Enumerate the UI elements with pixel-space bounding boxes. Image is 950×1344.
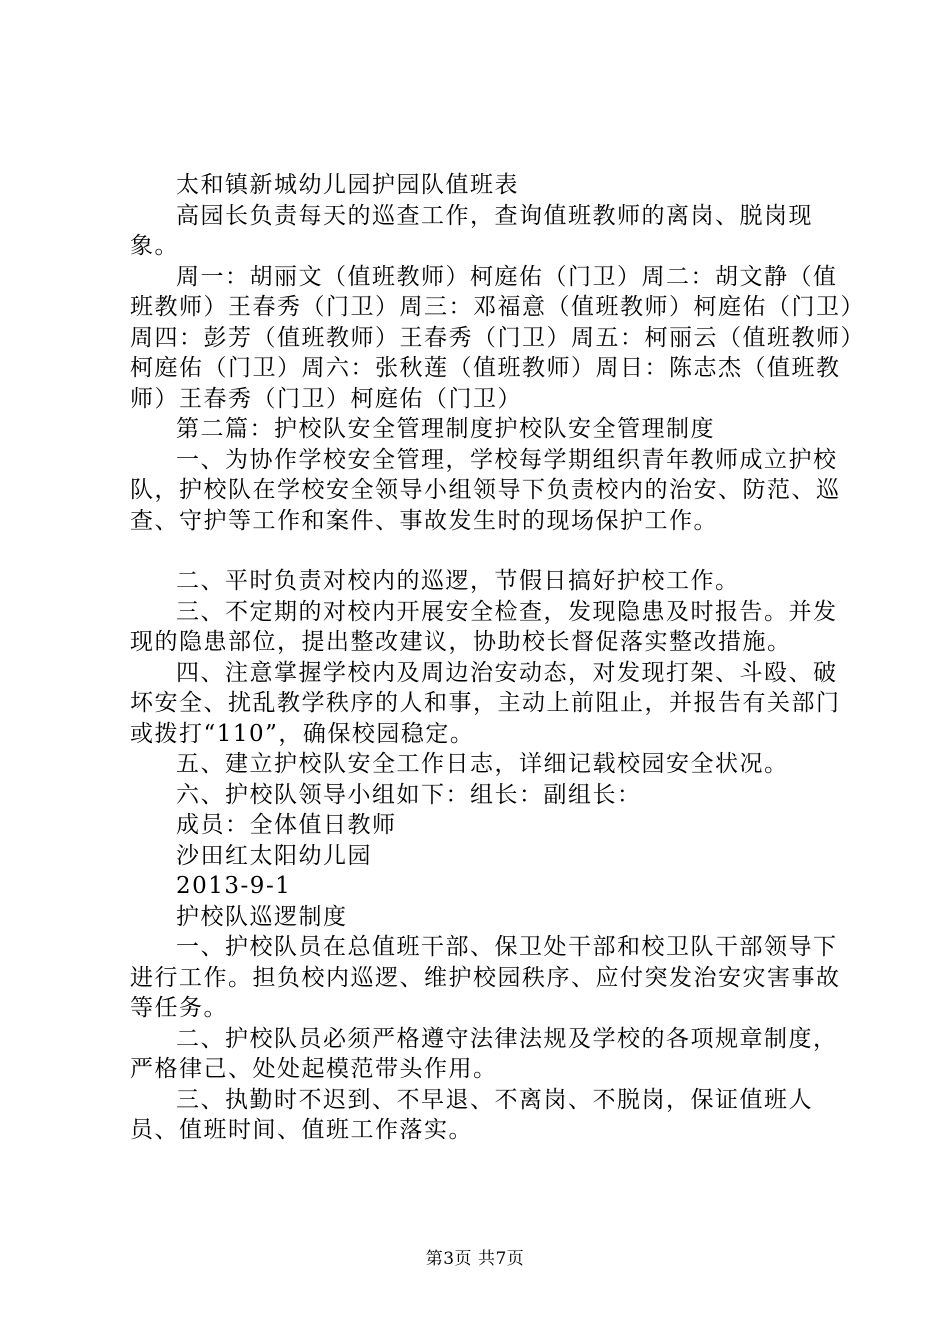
- paragraph-title: 太和镇新城幼儿园护园队值班表: [176, 172, 519, 198]
- paragraph-gap: [130, 536, 860, 566]
- paragraph: 六、护校队领导小组如下：组长：副组长：: [176, 781, 642, 808]
- paragraph: 一、护校队员在总值班干部、保卫处干部和校卫队干部领导下进行工作。担负校内巡逻、维护校园秩序、应付突发治安灾害事故等任务。: [130, 934, 841, 1021]
- page-footer: 第3页 共7页: [425, 1249, 525, 1269]
- paragraph: 三、不定期的对校内开展安全检查，发现隐患及时报告。并发现的隐患部位，提出整改建议，协助校长督促落实整改措施。: [130, 598, 838, 655]
- paragraph-section-heading: 护校队巡逻制度: [176, 903, 348, 930]
- paragraph: 三、执勤时不迟到、不早退、不离岗、不脱岗，保证值班人员、值班时间、值班工作落实。: [130, 1086, 813, 1143]
- paragraph: 四、注意掌握学校内及周边治安动态，对发现打架、斗殴、破坏安全、扰乱教学秩序的人和事，主动上前阻止，并报告有关部门或拨打“110”，确保校园稳定。: [130, 659, 841, 747]
- paragraph: 五、建立护校队安全工作日志，详细记载校园安全状况。: [176, 751, 789, 777]
- paragraph-date: 2013-9-1: [176, 873, 292, 899]
- paragraph: 一、为协作学校安全管理，学校每学期组织青年教师成立护校队，护校队在学校安全领导小组领导下负责校内的治安、防范、巡查、守护等工作和案件、事故发生时的现场保护工作。: [130, 446, 841, 534]
- paragraph: 成员：全体值日教师: [176, 812, 397, 838]
- paragraph-section-heading: 第二篇：护校队安全管理制度护校队安全管理制度: [176, 416, 715, 442]
- paragraph-organization: 沙田红太阳幼儿园: [176, 842, 372, 869]
- paragraph: 二、平时负责对校内的巡逻，节假日搞好护校工作。: [176, 568, 740, 594]
- paragraph: 高园长负责每天的巡查工作，查询值班教师的离岗、脱岗现象。: [130, 202, 813, 259]
- paragraph: 二、护校队员必须严格遵守法律法规及学校的各项规章制度，严格律己、处处起模范带头作用。: [130, 1025, 838, 1082]
- document-body: [130, 170, 860, 1146]
- paragraph-duty-schedule: 周一：胡丽文（值班教师）柯庭佑（门卫）周二：胡文静（值班教师）王春秀（门卫）周三：邓福意（值班教师）柯庭佑（门卫）周四：彭芳（值班教师）王春秀（门卫）周五：柯丽云（值班教师）柯庭佑（门卫）周六：张秋莲（值班教师）周日：陈志杰（值班教师）王春秀（门卫）柯庭佑（门卫）: [130, 263, 854, 412]
